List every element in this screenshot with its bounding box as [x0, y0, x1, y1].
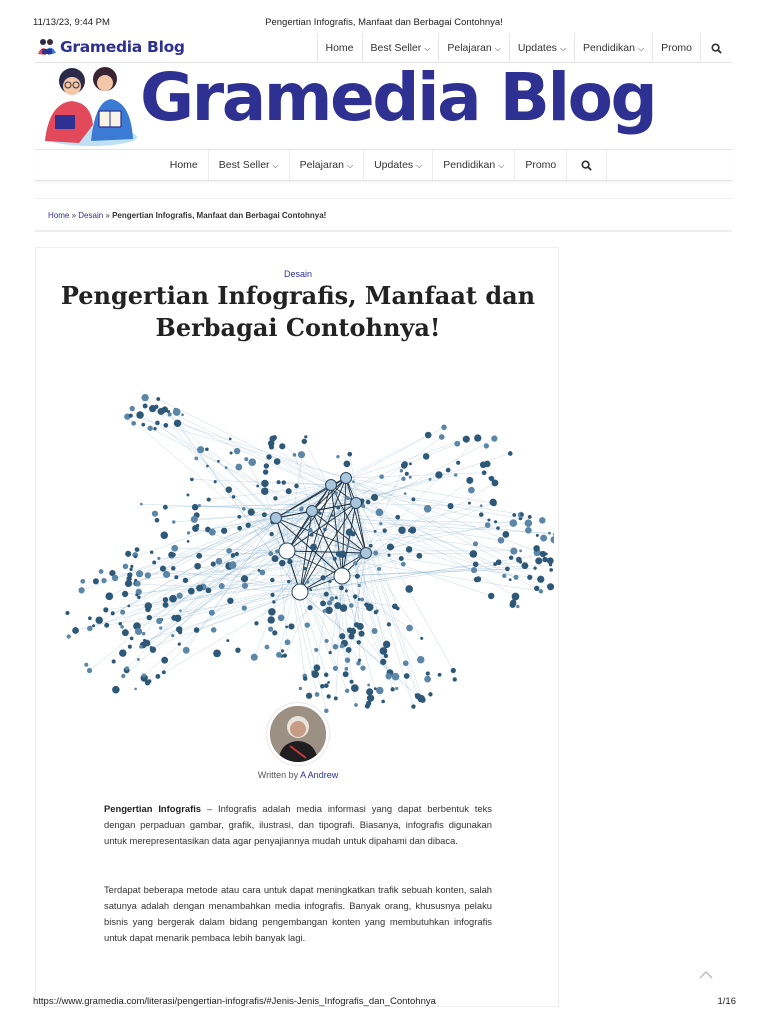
- print-doc-title: Pengertian Infografis, Manfaat dan Berbagai Contohnya!: [265, 17, 503, 28]
- breadcrumb-bar: [35, 198, 732, 232]
- chevron-down-icon: ⌵: [637, 44, 645, 53]
- main-nav-best-seller[interactable]: [208, 150, 289, 180]
- nav-label: Home: [169, 159, 198, 171]
- article-category-link[interactable]: Desain: [283, 269, 312, 279]
- paragraph-text: – Infografis adalah media informasi yang dapat berbentuk teks dengan perpaduan gambar, grafik, ilustrasi, dan tipografi. Biasanya, infografis digunakan untuk merepresentasikan data agar penyajiannya mudah untuk dipahami dan dibaca.: [104, 803, 492, 846]
- site-logo-small[interactable]: [37, 36, 185, 58]
- chevron-down-icon: ⌵: [272, 161, 279, 170]
- nav-label: Updates: [517, 42, 557, 54]
- nav-label: Promo: [525, 159, 557, 171]
- main-nav-promo[interactable]: [514, 150, 566, 180]
- print-datetime: 11/13/23, 9:44 PM: [33, 17, 110, 28]
- main-nav: [35, 149, 732, 181]
- breadcrumb-separator: »: [105, 211, 110, 220]
- nav-label: Best Seller: [370, 42, 422, 54]
- chevron-down-icon: ⌵: [347, 161, 354, 170]
- print-page-number: 1/16: [717, 996, 736, 1007]
- main-nav-pendidikan[interactable]: [432, 150, 514, 180]
- nav-label: Best Seller: [218, 159, 270, 171]
- chevron-down-icon: ⌵: [559, 44, 567, 53]
- site-banner: [35, 59, 732, 149]
- search-icon: [581, 160, 592, 171]
- main-nav-pelajaran[interactable]: [289, 150, 363, 180]
- print-header: [0, 0, 768, 30]
- author-avatar[interactable]: [267, 703, 329, 765]
- chevron-down-icon: ⌵: [424, 44, 431, 53]
- breadcrumb-home-link[interactable]: Home: [48, 211, 70, 220]
- nav-label: Pendidikan: [583, 42, 635, 54]
- nav-label: Promo: [661, 42, 692, 54]
- reading-kids-icon: [37, 38, 57, 56]
- breadcrumb-category-link[interactable]: Desain: [78, 211, 104, 220]
- main-nav-home[interactable]: [160, 150, 208, 180]
- article-paragraph: [104, 882, 492, 946]
- nav-label: Pelajaran: [299, 159, 344, 171]
- breadcrumb-separator: »: [71, 211, 77, 220]
- article-title: Pengertian Infografis, Manfaat dan Berbagai Contohnya!: [60, 281, 536, 342]
- author-link[interactable]: A Andrew: [300, 770, 339, 780]
- scroll-to-top-icon[interactable]: [697, 966, 715, 984]
- site-logo-text: Gramedia Blog: [60, 38, 185, 56]
- breadcrumb: [48, 211, 326, 220]
- print-url: https://www.gramedia.com/literasi/pengertian-infografis/#Jenis-Jenis_Infografis_dan_Contohnya: [33, 996, 436, 1007]
- article-card: [35, 247, 559, 1007]
- main-nav-search-button[interactable]: [566, 150, 607, 180]
- top-nav-search-button[interactable]: [700, 33, 732, 63]
- paragraph-text: Terdapat beberapa metode atau cara untuk dapat meningkatkan trafik sebuah konten, salah satunya adalah dengan menambahkan media infografis. Banyak orang, khususnya pelaku bisnis yang bergerak dalam bidang pengembangan konten yang membutuhkan infografis untuk dapat menarik pembaca lebih banyak lagi.: [104, 884, 492, 943]
- chevron-down-icon: ⌵: [494, 44, 501, 53]
- byline-prefix: Written by: [257, 770, 299, 780]
- nav-label: Updates: [374, 159, 414, 171]
- nav-label: Pendidikan: [443, 159, 496, 171]
- nav-label: Pelajaran: [447, 42, 492, 54]
- article-paragraph: [104, 801, 492, 849]
- reading-kids-illustration: [39, 63, 139, 149]
- author-photo: [270, 706, 326, 762]
- search-icon: [711, 43, 722, 54]
- chevron-down-icon: ⌵: [416, 161, 423, 170]
- featured-image-network-graph: [46, 373, 554, 728]
- breadcrumb-current: Pengertian Infografis, Manfaat dan Berbagai Contohnya!: [112, 211, 327, 220]
- main-nav-updates[interactable]: [363, 150, 432, 180]
- network-edges: [76, 398, 554, 711]
- top-nav-promo[interactable]: [652, 33, 700, 63]
- site-logo-large[interactable]: Gramedia Blog: [140, 59, 656, 136]
- nav-label: Home: [325, 42, 354, 54]
- paragraph-lead-term: Pengertian Infografis: [104, 803, 202, 814]
- chevron-down-icon: ⌵: [498, 161, 505, 170]
- article-byline: [36, 770, 560, 780]
